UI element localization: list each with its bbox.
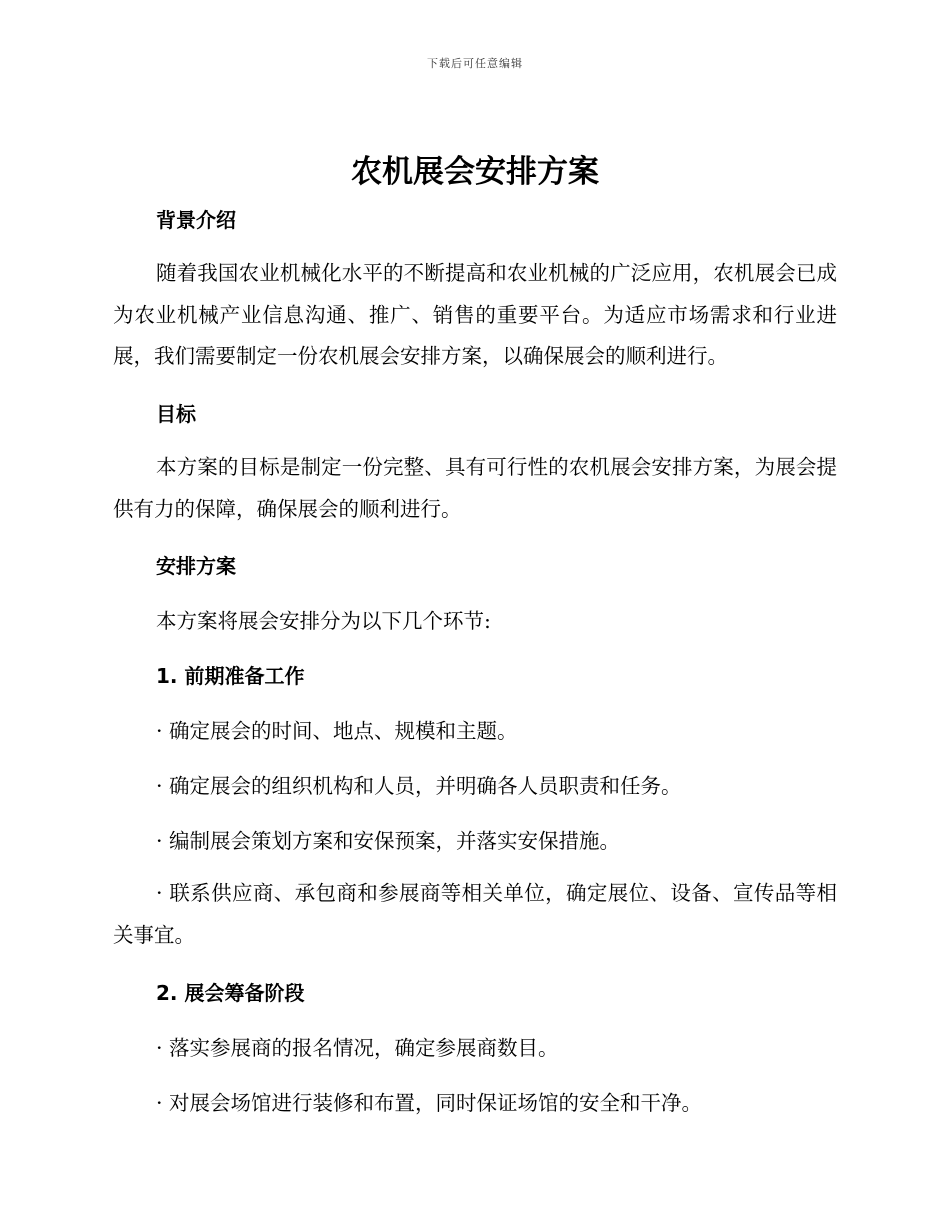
heading-background: 背景介绍 — [156, 208, 236, 232]
heading-goal: 目标 — [156, 402, 196, 426]
list-item: · 对展会场馆进行装修和布置，同时保证场馆的安全和干净。 — [156, 1091, 703, 1115]
paragraph-background: 随着我国农业机械化水平的不断提高和农业机械的广泛应用，农机展会已成为农业机械产业信息沟通、推广、销售的重要平台。为适应市场需求和行业进展，我们需要制定一份农机展会安排方案，以确保展会的顺利进行。 — [113, 261, 837, 368]
paragraph-plan-intro: 本方案将展会安排分为以下几个环节: — [156, 609, 491, 633]
heading-plan: 安排方案 — [156, 554, 236, 578]
list-item: · 联系供应商、承包商和参展商等相关单位，确定展位、设备、宣传品等相关事宜。 — [113, 881, 837, 947]
list-item: · 落实参展商的报名情况，确定参展商数目。 — [156, 1036, 559, 1060]
heading-stage1: 1. 前期准备工作 — [156, 664, 305, 688]
list-item: · 确定展会的组织机构和人员，并明确各人员职责和任务。 — [156, 774, 682, 798]
document-title: 农机展会安排方案 — [351, 154, 599, 190]
list-item: · 编制展会策划方案和安保预案，并落实安保措施。 — [156, 829, 621, 853]
list-item: · 确定展会的时间、地点、规模和主题。 — [156, 719, 518, 743]
header-note: 下载后可任意编辑 — [427, 57, 523, 70]
heading-stage2: 2. 展会筹备阶段 — [156, 981, 305, 1005]
paragraph-goal: 本方案的目标是制定一份完整、具有可行性的农机展会安排方案，为展会提供有力的保障，确保展会的顺利进行。 — [113, 455, 837, 521]
